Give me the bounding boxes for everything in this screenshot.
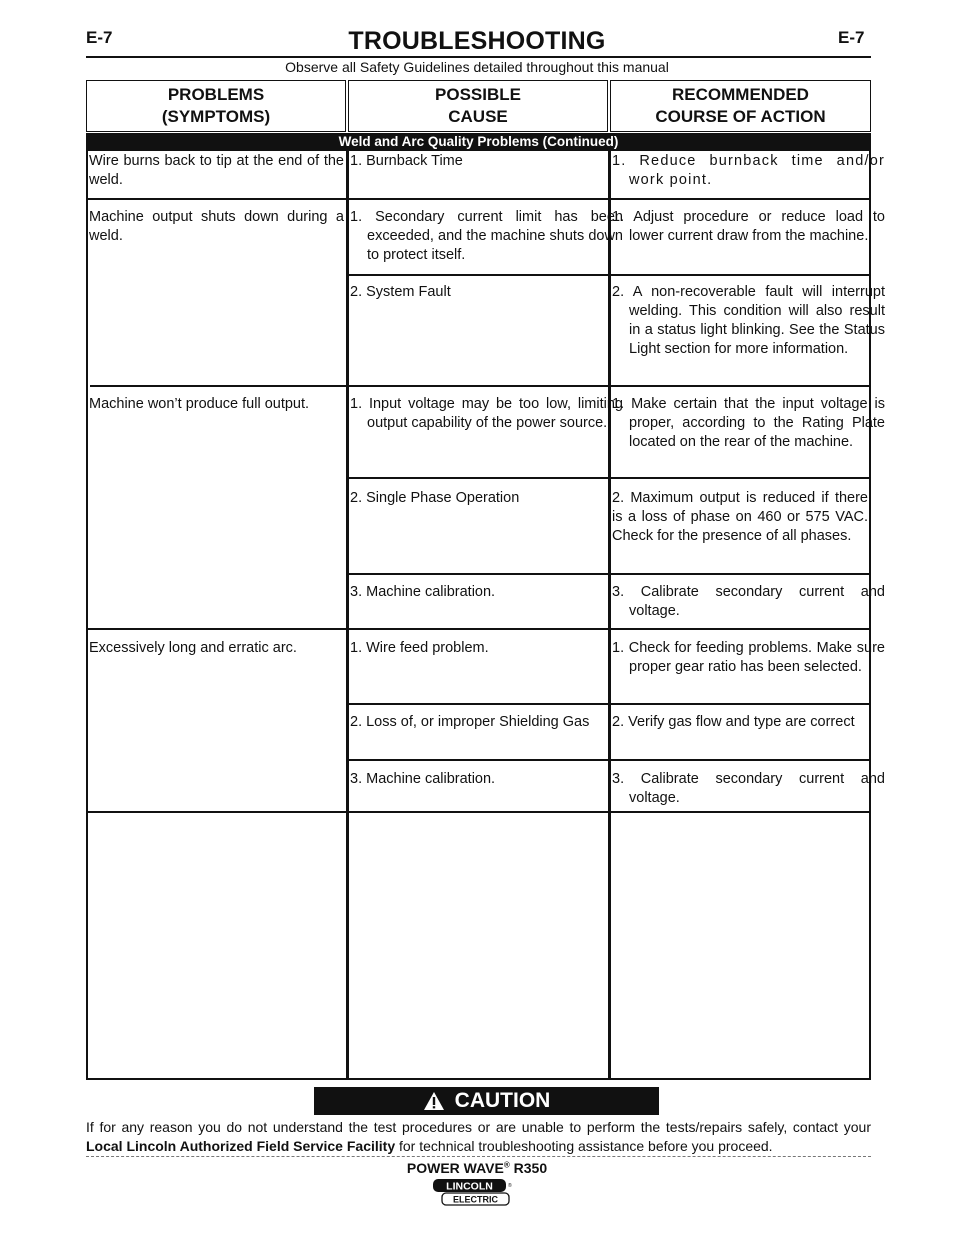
logo-registered-mark: ® <box>508 1183 512 1189</box>
cause-cell: 1. Input voltage may be too low, limiting output capability of the power source. <box>350 396 623 431</box>
header-problems-line2: (SYMPTOMS) <box>161 107 271 126</box>
problem-cell: Wire burns back to tip at the end of the weld. <box>89 153 344 188</box>
header-action <box>610 80 871 132</box>
row-separator <box>86 628 871 630</box>
problem-cell: Excessively long and erratic arc. <box>89 640 297 656</box>
footer-rule <box>86 1156 871 1157</box>
action-cell: 1. Check for feeding problems. Make sure proper gear ratio has been selected. <box>612 640 885 675</box>
header-action-line1: RECOMMENDED <box>672 85 809 104</box>
cause-cell: 1. Wire feed problem. <box>350 640 489 656</box>
row-separator <box>348 477 871 479</box>
caution-text-bold: Local Lincoln Authorized Field Service Facility <box>86 1138 396 1154</box>
action-cell: 3. Calibrate secondary current and voltage. <box>612 584 885 619</box>
action-cell: 1. Make certain that the input voltage is proper, according to the Rating Plate located on the rear of the machine. <box>612 396 885 450</box>
title-rule <box>86 56 871 58</box>
action-cell: 3. Calibrate secondary current and voltage. <box>612 771 885 806</box>
registered-mark: ® <box>503 1160 510 1170</box>
row-separator <box>86 811 871 813</box>
cause-cell: 2. Single Phase Operation <box>350 490 520 506</box>
action-cell: 1. Reduce burnback time and/or work point. <box>612 153 885 188</box>
product-name <box>0 1160 954 1176</box>
logo-bottom-text: ELECTRIC <box>453 1194 498 1205</box>
row-separator <box>348 573 871 575</box>
caution-text-end: for technical troubleshooting assistance before you proceed. <box>395 1138 773 1154</box>
row-separator <box>90 385 871 387</box>
caution-label: CAUTION <box>454 1089 551 1112</box>
page-code-right: E-7 <box>838 28 865 47</box>
cause-cell: 3. Machine calibration. <box>350 771 496 787</box>
table-border-left <box>86 151 88 1080</box>
warning-triangle-icon <box>423 1091 445 1111</box>
header-cause-line1: POSSIBLE <box>435 85 521 104</box>
caution-text-start: If for any reason you do not understand the test procedures or are unable to perform the tests/repairs safely, contact your <box>86 1119 871 1135</box>
cause-cell: 3. Machine calibration. <box>350 584 496 600</box>
row-separator <box>348 759 871 761</box>
section-heading: Weld and Arc Quality Problems (Continued) <box>86 133 871 151</box>
page-code-left: E-7 <box>86 28 113 47</box>
header-problems-line1: PROBLEMS <box>167 85 265 104</box>
product-series: POWER WAVE <box>406 1160 504 1176</box>
action-cell: 1. Adjust procedure or reduce load to lower current draw from the machine. <box>612 209 885 244</box>
cause-cell: 2. Loss of, or improper Shielding Gas <box>350 714 590 730</box>
action-cell: 2. A non-recoverable fault will interrupt welding. This condition will also result in a status light blinking. See the Status Light section for more information. <box>612 284 885 357</box>
caution-banner <box>314 1087 659 1115</box>
cause-cell: 1. Secondary current limit has been exceeded, and the machine shuts down to protect itself. <box>350 209 623 263</box>
caution-text <box>86 1118 871 1156</box>
problem-cell: Machine output shuts down during a weld. <box>89 209 344 244</box>
header-cause <box>348 80 608 132</box>
header-cause-line2: CAUSE <box>448 107 508 126</box>
page-title: TROUBLESHOOTING <box>348 27 606 55</box>
troubleshooting-table <box>86 151 885 1080</box>
cause-cell: 2. System Fault <box>350 284 451 300</box>
action-cell: 2. Verify gas flow and type are correct <box>612 714 855 730</box>
column-divider-1b <box>348 151 349 1080</box>
header-action-line2: COURSE OF ACTION <box>655 107 826 126</box>
cause-cell: 1. Burnback Time <box>350 153 463 169</box>
logo-top-text: LINCOLN <box>446 1180 493 1193</box>
table-border-bottom <box>86 1078 871 1080</box>
problem-cell: Machine won’t produce full output. <box>89 396 310 412</box>
safety-note: Observe all Safety Guidelines detailed throughout this manual <box>285 59 669 75</box>
header-problems <box>86 80 346 132</box>
row-separator <box>348 703 871 705</box>
product-model: R350 <box>509 1160 548 1176</box>
row-separator <box>86 198 871 200</box>
row-separator <box>348 274 871 276</box>
action-cell: 2. Maximum output is reduced if there is a loss of phase on 460 or 575 VAC. Check for the presence of all phases. <box>612 490 868 544</box>
lincoln-electric-logo <box>432 1178 512 1208</box>
